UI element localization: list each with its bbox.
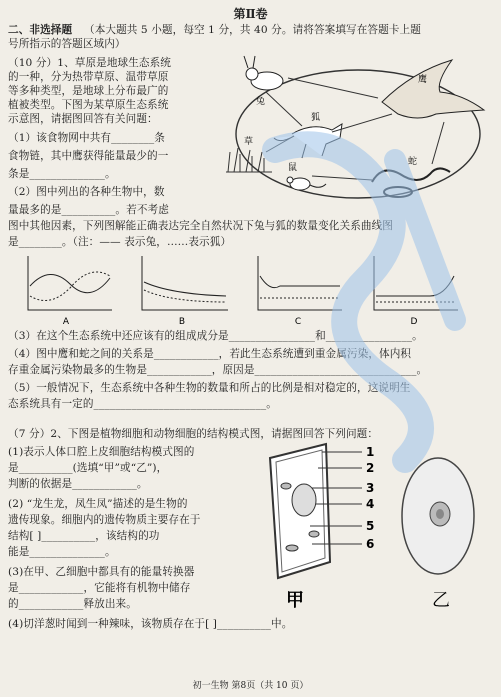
q2-line-6: 遗传现象。细胞内的遗传物质主要存在于 [8,514,201,526]
eagle-illustration [382,60,484,118]
q2-line-3: 是__________(选填“甲”或“乙”)， [8,462,168,474]
q1-line-10: 量最多的是__________。若不考虑 [8,204,169,216]
label-mouse: 鼠 [288,163,298,173]
page-footer: 初一生物 第8页（共 10 页） [192,681,309,691]
graph-label-b: B [178,317,186,326]
q1-line-11: 图中其他因素，下列图解能正确表达完全自然状况下兔与狐的数量变化关系曲线图 [8,220,393,232]
rabbit-illustration [244,56,283,90]
label-snake: 蛇 [408,157,418,167]
q2-line-2: (1)表示人体口腔上皮细胞结构模式图的 [8,446,195,458]
graph-label-a: A [62,317,70,326]
mouse-illustration [287,177,326,190]
q1-line-2: 的一种，分为热带草原、温带草原 [8,71,169,83]
q1-sub-5-line-1: （5）一般情况下，生态系统中各种生物的数量和所占的比例是相对稳定的，这说明生 [8,382,411,394]
animal-cell-label: 乙 [432,590,450,611]
q1-line-3: 等多种类型，是地球上分布最广的 [8,85,169,97]
graph-c [258,256,342,310]
q1-line-7: 食物链，其中鹰获得能量最少的一 [8,150,169,162]
label-grass: 草 [244,137,254,147]
q1-line-4: 植被类型。下图为某草原生态系统 [8,99,169,111]
q1-line-6: （1）该食物网中共有________条 [8,132,165,144]
label-eagle: 鹰 [418,75,428,85]
q2-line-10: 是____________，它能将有机物中储存 [8,582,191,594]
cell-diagrams [252,438,492,612]
section-note-line-1: （本大题共 5 小题，每空 1 分，共 40 分。请将答案填写在答题卡上题 [84,24,421,36]
section-title: 二、非选择题 [8,24,73,36]
q2-line-4: 判断的依据是____________。 [8,478,148,490]
population-graphs [20,252,460,326]
plant-cell [270,444,330,578]
q2-line-5: (2) “龙生龙，凤生凤”描述的是生物的 [8,498,188,510]
q2-line-8: 能是______________。 [8,546,116,558]
q1-line-12: 是________。（注：—— 表示兔，……表示狐） [8,236,232,248]
q1-sub-3: （3）在这个生态系统中还应该有的组成成分是________________和________________。 [8,330,423,342]
cell-number-2: 2 [366,461,375,475]
page-title: 第Ⅱ卷 [233,7,268,21]
q1-sub-5-line-2: 态系统具有一定的________________________________。 [8,398,277,410]
q2-line-1: （7 分）2、下图是植物细胞和动物细胞的结构模式图，请据图回答下列问题： [8,428,379,440]
cell-number-4: 4 [366,497,375,511]
q1-line-9: （2）图中列出的各种生物中，数 [8,186,165,198]
graph-label-c: C [294,317,302,326]
q2-line-11: 的____________释放出来。 [8,598,137,610]
fox-illustration [274,124,342,158]
food-web-diagram [222,52,494,204]
graph-a [28,256,112,310]
graph-label-d: D [410,317,418,326]
q1-line-8: 条是______________。 [8,168,116,180]
animal-cell [402,458,474,574]
grass-illustration [226,148,272,172]
q2-line-12: (4)切洋葱时闻到一种辣味，该物质存在于[ ]__________中。 [8,618,293,630]
q2-line-9: (3)在甲、乙细胞中都具有的能量转换器 [8,566,195,578]
cell-number-5: 5 [366,519,375,533]
cell-number-1: 1 [366,445,375,459]
q1-sub-4-line-2: 存重金属污染物最多的生物是____________，原因是______________________________。 [8,364,428,376]
plant-cell-label: 甲 [286,590,304,611]
graph-b [142,256,228,310]
q1-line-5: 示意图，请据图回答有关问题： [8,113,158,125]
graph-d [374,256,458,310]
cell-number-3: 3 [366,481,375,495]
q1-sub-4-line-1: （4）图中鹰和蛇之间的关系是____________，若此生态系统遭到重金属污染，体内积 [8,348,412,360]
q1-line-1: （10 分）1、草原是地球生态系统 [8,57,172,69]
label-rabbit: 兔 [256,97,266,107]
q2-line-7: 结构[ ]__________，该结构的功 [8,530,160,542]
section-note-line-2: 号所指示的答题区域内） [8,38,126,50]
cell-number-6: 6 [366,537,375,551]
label-fox: 狐 [311,113,321,123]
